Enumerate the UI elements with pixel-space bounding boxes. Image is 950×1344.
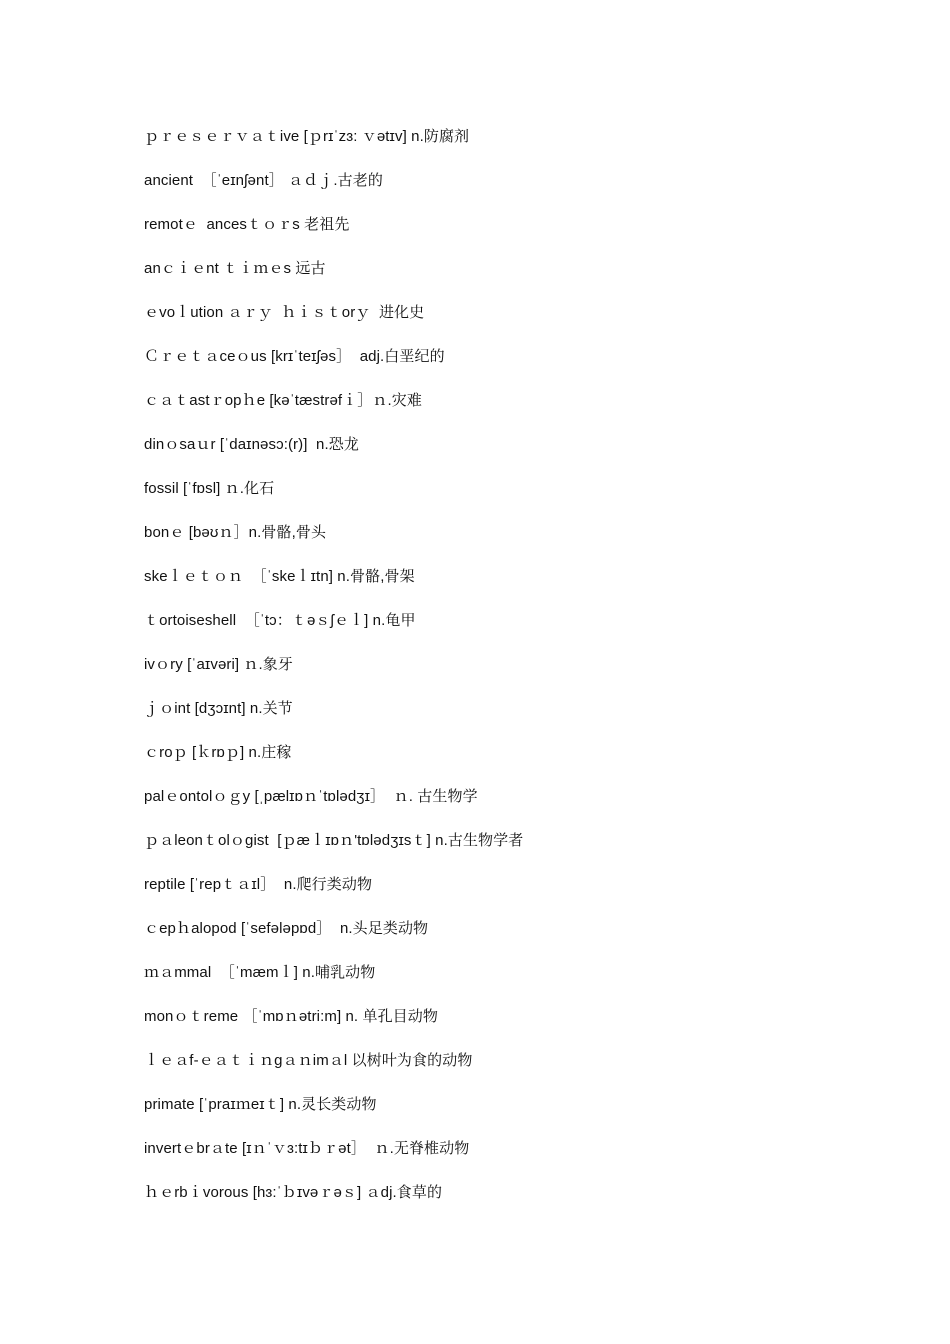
- vocab-entry: ivｏry [ˈaɪvəri] ｎ.象牙: [144, 656, 294, 673]
- vocab-entry: Ｃｒｅｔａceｏus [krɪˈteɪʃəs］ adj.白垩纪的: [144, 348, 445, 365]
- vocab-entry: fossil [ˈfɒsl] ｎ.化石: [144, 480, 275, 497]
- vocab-entry: monｏｔreme ［ˈmɒｎətri:m] n. 单孔目动物: [144, 1008, 438, 1025]
- vocab-entry: skeｌｅｔｏｎ ［ˈskeｌɪtn] n.骨骼,骨架: [144, 568, 415, 585]
- vocab-entry: dinｏsaｕr [ˈdaɪnəsɔ:(r)] n.恐龙: [144, 436, 359, 453]
- vocab-entry: anｃｉｅnt ｔｉｍｅs 远古: [144, 260, 326, 277]
- vocab-entry: ｃepｈalopod [ˈsefələpɒd］ n.头足类动物: [144, 920, 429, 937]
- vocab-entry: ｐｒｅｓｅｒｖａｔive [ｐrɪˈzɜ: ｖətɪv] n.防腐剂: [144, 128, 470, 145]
- vocab-entry: remotｅ ancesｔｏｒs 老祖先: [144, 216, 350, 233]
- vocab-entry: ｊｏint [dʒɔɪnt] n.关节: [144, 700, 293, 717]
- vocab-entry: ｃａｔastｒopｈe [kəˈtæstrəfｉ］ｎ.灾难: [144, 392, 422, 409]
- vocab-entry: ｃroｐ [ｋrɒｐ] n.庄稼: [144, 744, 292, 761]
- vocab-entry: palｅontolｏｇy [ˌpælɪɒｎˈtɒlədʒɪ］ ｎ. 古生物学: [144, 788, 478, 805]
- vocab-entry: ｔortoiseshell ［ˈtɔ：ｔəｓʃｅｌ] n.龟甲: [144, 612, 416, 629]
- vocab-entry: ｅvoｌution ａｒｙ ｈｉｓｔorｙ 进化史: [144, 304, 425, 321]
- vocab-entry: ｈｅrbｉvorous [hɜ:ˈｂɪvəｒəｓ] ａdj.食草的: [144, 1184, 443, 1201]
- vocabulary-list: [144, 126, 904, 1226]
- vocab-entry: ｐａleonｔolｏgist [ｐæｌɪɒｎ'tɒlədʒɪsｔ] n.古生物学者: [144, 832, 524, 849]
- vocab-entry: bonｅ [bəʊｎ］n.骨骼,骨头: [144, 524, 327, 541]
- vocab-entry: ｌｅａf-ｅａｔｉｎgａｎimａl 以树叶为食的动物: [144, 1052, 473, 1069]
- vocab-entry: invertｅbrａte [ɪｎˈｖɜ:tɪｂｒət］ ｎ.无脊椎动物: [144, 1140, 470, 1157]
- vocab-entry: primate [ˈpraɪｍeɪｔ] n.灵长类动物: [144, 1096, 377, 1113]
- vocab-entry: ｍａmmal ［ˈmæmｌ] n.哺乳动物: [144, 964, 376, 981]
- vocab-entry: ancient ［ˈeɪnʃənt］ ａｄｊ.古老的: [144, 172, 383, 189]
- vocab-entry: reptile [ˈrepｔａɪl］ n.爬行类动物: [144, 876, 373, 893]
